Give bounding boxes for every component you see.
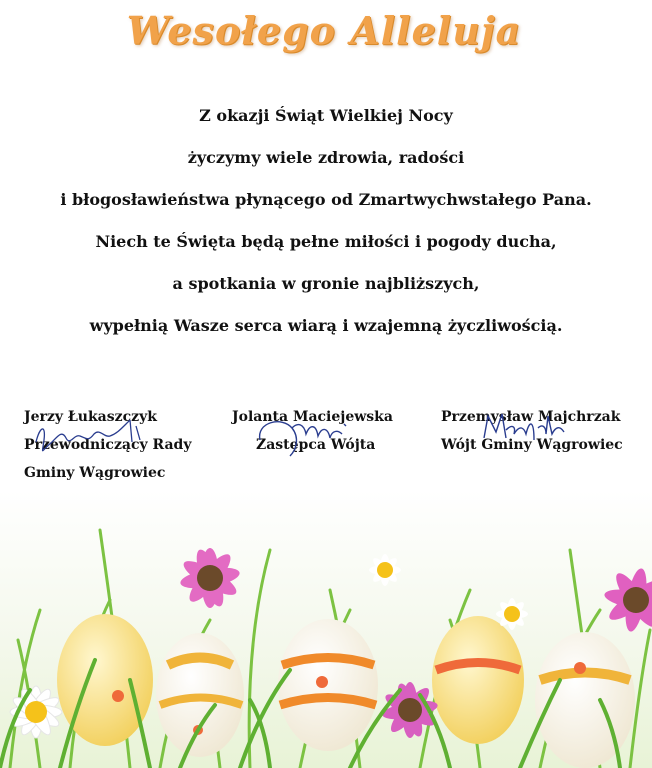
signatory-name: Jerzy Łukaszczyk: [24, 409, 157, 425]
signatory-mayor: [441, 403, 623, 459]
signatory-name: Przemysław Majchrzak: [441, 409, 621, 425]
greeting-line: Z okazji Świąt Wielkiej Nocy: [199, 106, 453, 125]
signatory-role: Gminy Wągrowiec: [24, 465, 166, 481]
greeting-line: Niech te Święta będą pełne miłości i pogody ducha,: [95, 232, 557, 251]
signatory-name: Jolanta Maciejewska: [232, 409, 393, 425]
signatory-chairman: [24, 403, 191, 487]
easter-eggs-illustration: [0, 490, 652, 768]
signatory-role: Wójt Gminy Wągrowiec: [441, 437, 623, 453]
greeting-line: życzymy wiele zdrowia, radości: [187, 148, 465, 167]
signatory-role: Zastępca Wójta: [256, 437, 376, 453]
greeting-line: i błogosławieństwa płynącego od Zmartwychwstałego Pana.: [60, 190, 592, 209]
greeting-line: wypełnią Wasze serca wiarą i wzajemną życzliwością.: [89, 316, 563, 335]
greeting-line: a spotkania w gronie najbliższych,: [172, 274, 480, 293]
card-title: Wesołego Alleluja: [126, 8, 522, 53]
signatory-deputy: [232, 403, 393, 459]
signatory-role: Przewodniczący Rady: [24, 437, 192, 453]
greeting-text: [0, 100, 652, 352]
